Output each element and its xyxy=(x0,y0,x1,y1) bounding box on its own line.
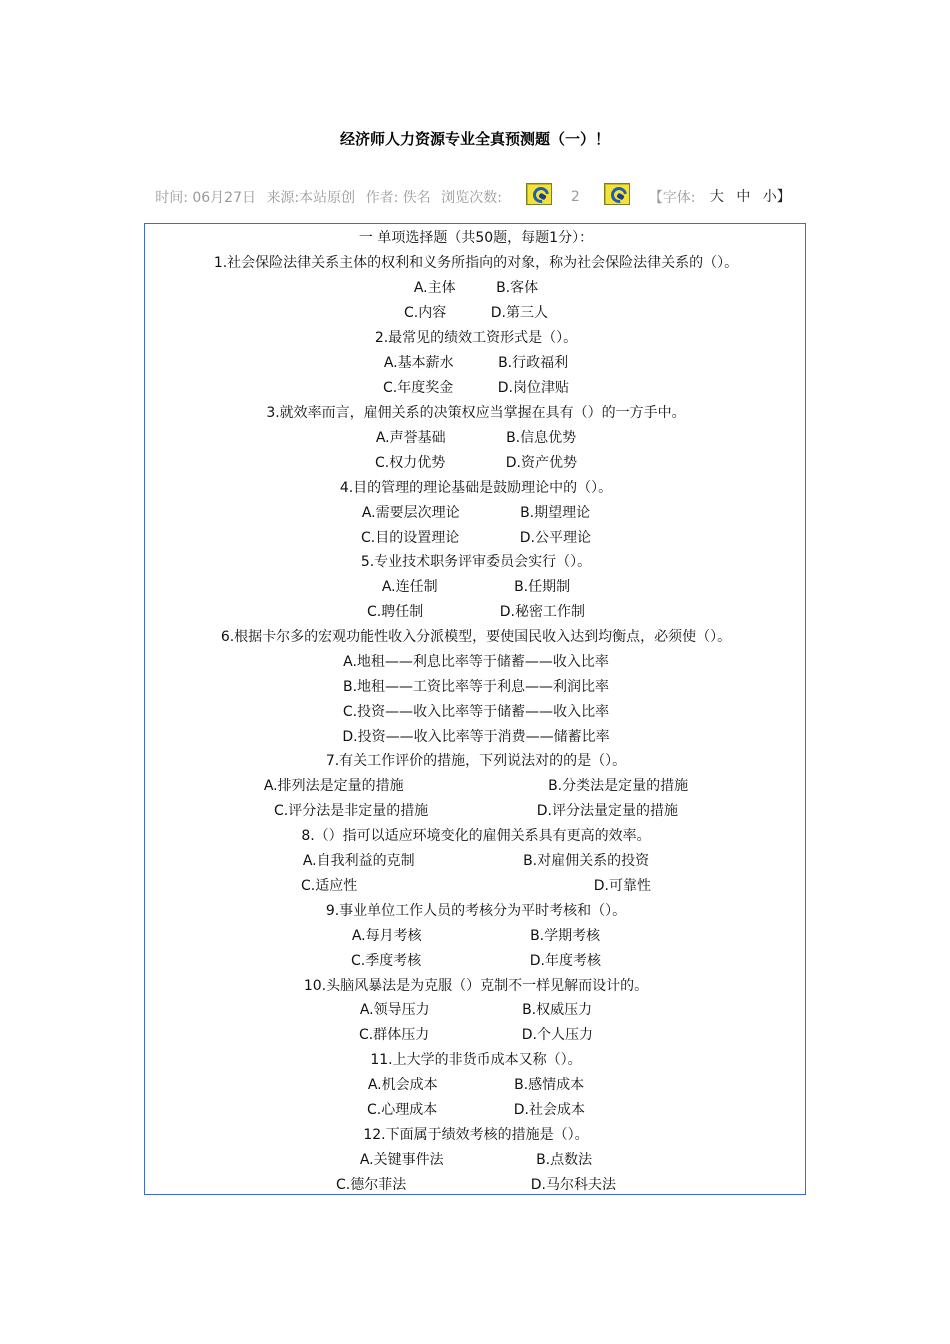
question-text: 2.最常见的绩效工资形式是（）。 xyxy=(374,330,578,346)
section-heading: 一 单项选择题（共50题，每题1分）： xyxy=(358,230,594,246)
option-row xyxy=(145,577,807,597)
option-b: B.地租——工资比率等于利息——利润比率 xyxy=(342,679,610,695)
option-row xyxy=(145,353,807,373)
option-c: C.适应性 xyxy=(301,878,358,894)
option-c: C.评分法是非定量的措施 xyxy=(274,803,429,819)
meta-views-count: 2 xyxy=(570,189,580,205)
meta-source: 来源:本站原创 xyxy=(266,190,356,206)
option-row xyxy=(145,1100,807,1120)
option-d: D.社会成本 xyxy=(513,1102,585,1118)
meta-author: 作者: 佚名 xyxy=(365,190,431,206)
option-d: D.可靠性 xyxy=(593,878,651,894)
option-row xyxy=(145,1075,807,1095)
option-row xyxy=(145,278,807,298)
font-size-medium-link[interactable]: 中 xyxy=(736,189,751,205)
option-row xyxy=(145,926,807,946)
option-b: B.学期考核 xyxy=(530,928,601,944)
option-a: A.自我利益的克制 xyxy=(302,853,415,869)
question-text: 7.有关工作评价的措施，下列说法对的的是（）。 xyxy=(325,753,627,769)
option-row xyxy=(145,1150,807,1170)
option-c: C.心理成本 xyxy=(367,1102,438,1118)
question-text: 5.专业技术职务评审委员会实行（）。 xyxy=(360,554,592,570)
meta-font-label: 【字体: xyxy=(648,190,696,206)
option-c: C.年度奖金 xyxy=(383,380,454,396)
question-text: 3.就效率而言，雇佣关系的决策权应当掌握在具有（）的一方手中。 xyxy=(266,405,686,421)
option-b: B.客体 xyxy=(496,280,539,296)
option-c: C.权力优势 xyxy=(375,455,446,471)
option-d: D.评分法量定量的措施 xyxy=(536,803,678,819)
article-title: 经济师人力资源专业全真预测题（一）！ xyxy=(339,130,610,148)
option-a: A.机会成本 xyxy=(367,1077,438,1093)
option-row xyxy=(145,503,807,523)
option-b: B.感情成本 xyxy=(514,1077,585,1093)
question-text: 9.事业单位工作人员的考核分为平时考核和（）。 xyxy=(325,903,627,919)
option-c: C.聘任制 xyxy=(367,604,424,620)
question-text: 4.目的管理的理论基础是鼓励理论中的（）。 xyxy=(339,480,613,496)
thumbs-up-icon[interactable] xyxy=(604,183,630,205)
option-d: D.秘密工作制 xyxy=(499,604,585,620)
question-text: 11.上大学的非货币成本又称（）。 xyxy=(370,1052,582,1068)
option-row xyxy=(145,801,807,821)
question-text: 6.根据卡尔多的宏观功能性收入分派模型，要使国民收入达到均衡点，必须使（）。 xyxy=(220,629,732,645)
option-b: B.权威压力 xyxy=(522,1002,593,1018)
option-row xyxy=(145,303,807,323)
meta-views-label: 浏览次数: xyxy=(441,190,502,206)
option-c: C.投资——收入比率等于储蓄——收入比率 xyxy=(342,704,610,720)
option-d: D.岗位津贴 xyxy=(497,380,569,396)
option-row xyxy=(145,1000,807,1020)
option-d: D.投资——收入比率等于消费——储蓄比率 xyxy=(342,729,610,745)
option-c: C.群体压力 xyxy=(359,1027,430,1043)
option-d: D.马尔科夫法 xyxy=(530,1177,616,1193)
option-a: A.声誉基础 xyxy=(375,430,446,446)
option-a: A.基本薪水 xyxy=(383,355,454,371)
option-c: C.目的设置理论 xyxy=(361,530,460,546)
option-a: A.每月考核 xyxy=(351,928,422,944)
option-row xyxy=(145,378,807,398)
option-row xyxy=(145,453,807,473)
option-a: A.排列法是定量的措施 xyxy=(263,778,404,794)
question-text: 12.下面属于绩效考核的措施是（）。 xyxy=(363,1127,589,1143)
question-text: 8.（）指可以适应环境变化的雇佣关系具有更高的效率。 xyxy=(301,828,651,844)
option-d: D.个人压力 xyxy=(521,1027,593,1043)
option-d: D.资产优势 xyxy=(505,455,577,471)
option-row xyxy=(145,528,807,548)
option-a: A.地租——利息比率等于储蓄——收入比率 xyxy=(343,654,609,670)
font-size-small-link[interactable]: 小】 xyxy=(762,189,791,205)
option-a: A.关键事件法 xyxy=(359,1152,444,1168)
option-row xyxy=(145,851,807,871)
content-box xyxy=(144,223,806,1195)
option-b: B.信息优势 xyxy=(506,430,577,446)
thumbs-up-icon[interactable] xyxy=(526,183,552,205)
article-meta-bar xyxy=(0,183,950,207)
option-c: C.内容 xyxy=(404,305,447,321)
option-a: A.领导压力 xyxy=(359,1002,430,1018)
meta-time: 时间: 06月27日 xyxy=(155,190,256,206)
option-row xyxy=(145,876,807,896)
option-c: C.德尔菲法 xyxy=(336,1177,407,1193)
option-a: A.连任制 xyxy=(381,579,438,595)
option-row xyxy=(145,1025,807,1045)
option-b: B.任期制 xyxy=(514,579,571,595)
option-b: B.分类法是定量的措施 xyxy=(548,778,689,794)
option-b: B.期望理论 xyxy=(520,505,591,521)
option-b: B.点数法 xyxy=(536,1152,593,1168)
option-row xyxy=(145,951,807,971)
option-d: D.第三人 xyxy=(490,305,548,321)
option-d: D.公平理论 xyxy=(519,530,591,546)
option-row xyxy=(145,1175,807,1195)
font-size-large-link[interactable]: 大 xyxy=(709,189,724,205)
question-text: 10.头脑风暴法是为克服（）克制不一样见解而设计的。 xyxy=(303,978,649,994)
option-row xyxy=(145,428,807,448)
option-d: D.年度考核 xyxy=(529,953,601,969)
question-text: 1.社会保险法律关系主体的权利和义务所指向的对象，称为社会保险法律关系的（）。 xyxy=(213,255,739,271)
option-b: B.行政福利 xyxy=(498,355,569,371)
option-b: B.对雇佣关系的投资 xyxy=(523,853,650,869)
option-row xyxy=(145,602,807,622)
option-c: C.季度考核 xyxy=(351,953,422,969)
option-a: A.需要层次理论 xyxy=(361,505,460,521)
option-a: A.主体 xyxy=(413,280,456,296)
option-row xyxy=(145,776,807,796)
